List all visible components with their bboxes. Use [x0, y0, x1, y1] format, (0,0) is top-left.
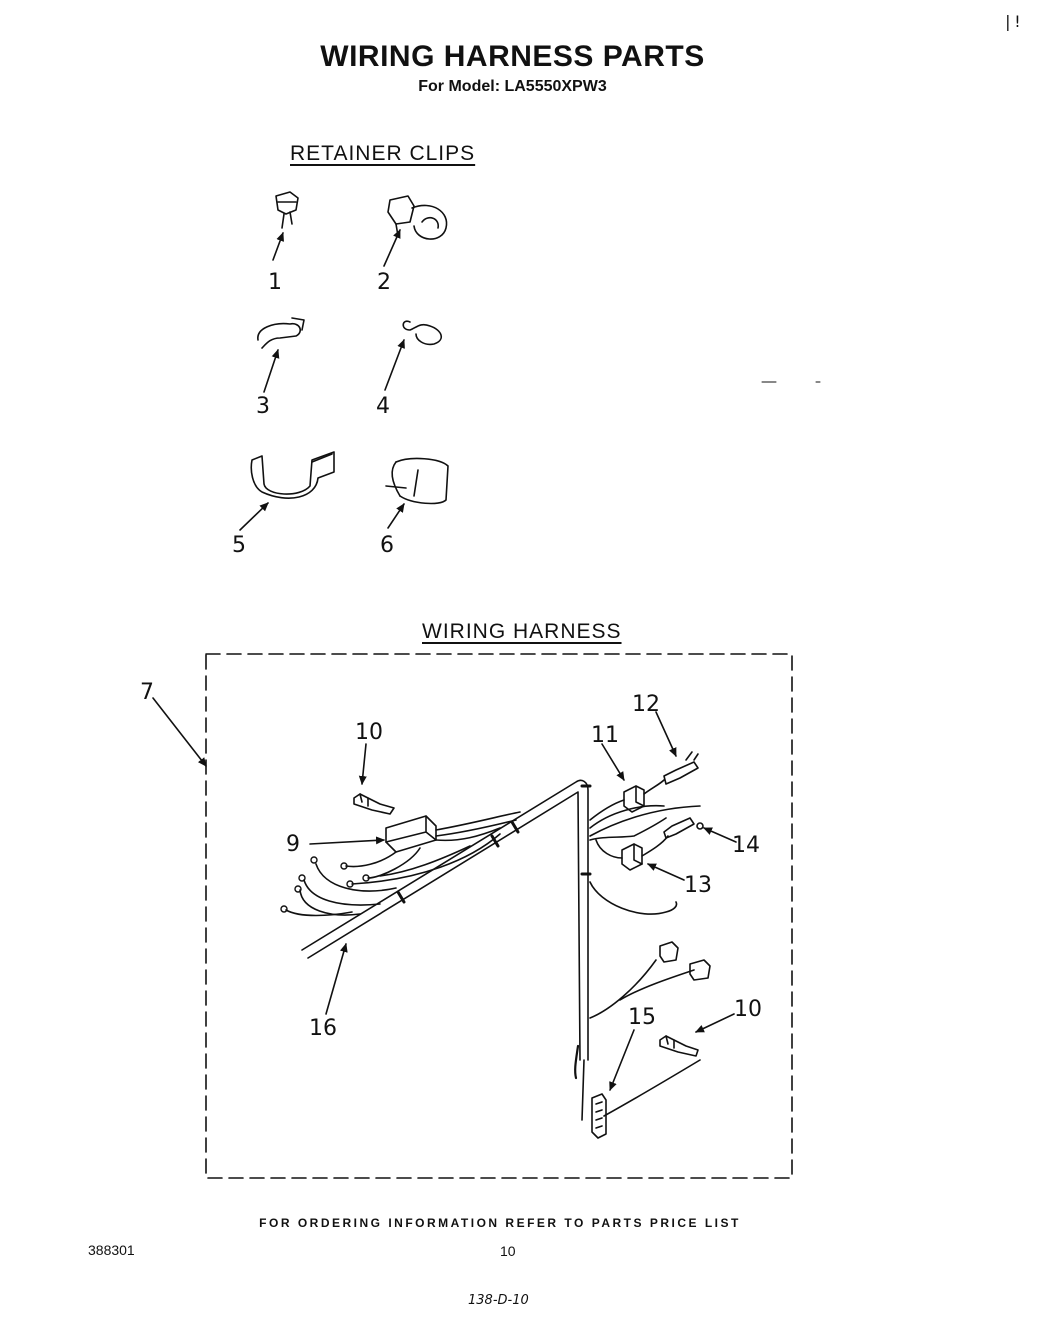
terminal-14: [664, 818, 703, 838]
retainer-clip-6-drawing: [386, 459, 448, 504]
wiring-harness-heading: WIRING HARNESS: [422, 620, 622, 643]
callout-harness-9: 9: [286, 832, 300, 857]
model-subtitle: For Model: LA5550XPW3: [418, 78, 607, 95]
plug-connector-upper: [660, 942, 678, 962]
callout-harness-10b: 10: [734, 997, 762, 1022]
retainer-clip-5-drawing: [251, 452, 334, 498]
callout-harness-10a: 10: [355, 720, 383, 745]
retainer-clips-heading: RETAINER CLIPS: [290, 142, 476, 165]
callout-harness-15: 15: [628, 1005, 656, 1030]
callout-harness-13: 13: [684, 873, 712, 898]
ordering-info: FOR ORDERING INFORMATION REFER TO PARTS PRICE LIST: [259, 1216, 741, 1230]
callout-clip-3: 3: [256, 394, 270, 419]
retainer-clip-2-drawing: [388, 196, 447, 239]
callout-clip-4: 4: [376, 394, 390, 419]
document-number: 388301: [88, 1242, 135, 1258]
callout-clip-6: 6: [380, 533, 394, 558]
terminal-10-upper: [354, 794, 394, 814]
callout-clip-1: 1: [268, 270, 282, 295]
handwritten-code: 138-D-10: [468, 1293, 529, 1308]
connector-9: [386, 816, 436, 852]
corner-mark: |!: [1003, 12, 1023, 31]
terminal-10-lower: [660, 1036, 698, 1056]
callout-harness-12: 12: [632, 692, 660, 717]
retainer-clip-1-drawing: [276, 192, 298, 228]
callout-clip-2: 2: [377, 270, 391, 295]
callout-harness-14: 14: [732, 833, 760, 858]
terminal-12: [664, 752, 698, 784]
callout-harness-16: 16: [309, 1016, 337, 1041]
callout-harness-11: 11: [591, 723, 619, 748]
right-wires: [590, 800, 700, 1116]
harness-box: [206, 654, 792, 1178]
callout-harness-7: 7: [140, 680, 154, 705]
retainer-clip-4-drawing: [403, 321, 441, 344]
connector-13: [622, 844, 642, 870]
callout-clip-5: 5: [232, 533, 246, 558]
page-title: WIRING HARNESS PARTS: [320, 40, 705, 73]
page-number: 10: [500, 1243, 516, 1259]
retainer-clip-3-drawing: [258, 318, 304, 348]
